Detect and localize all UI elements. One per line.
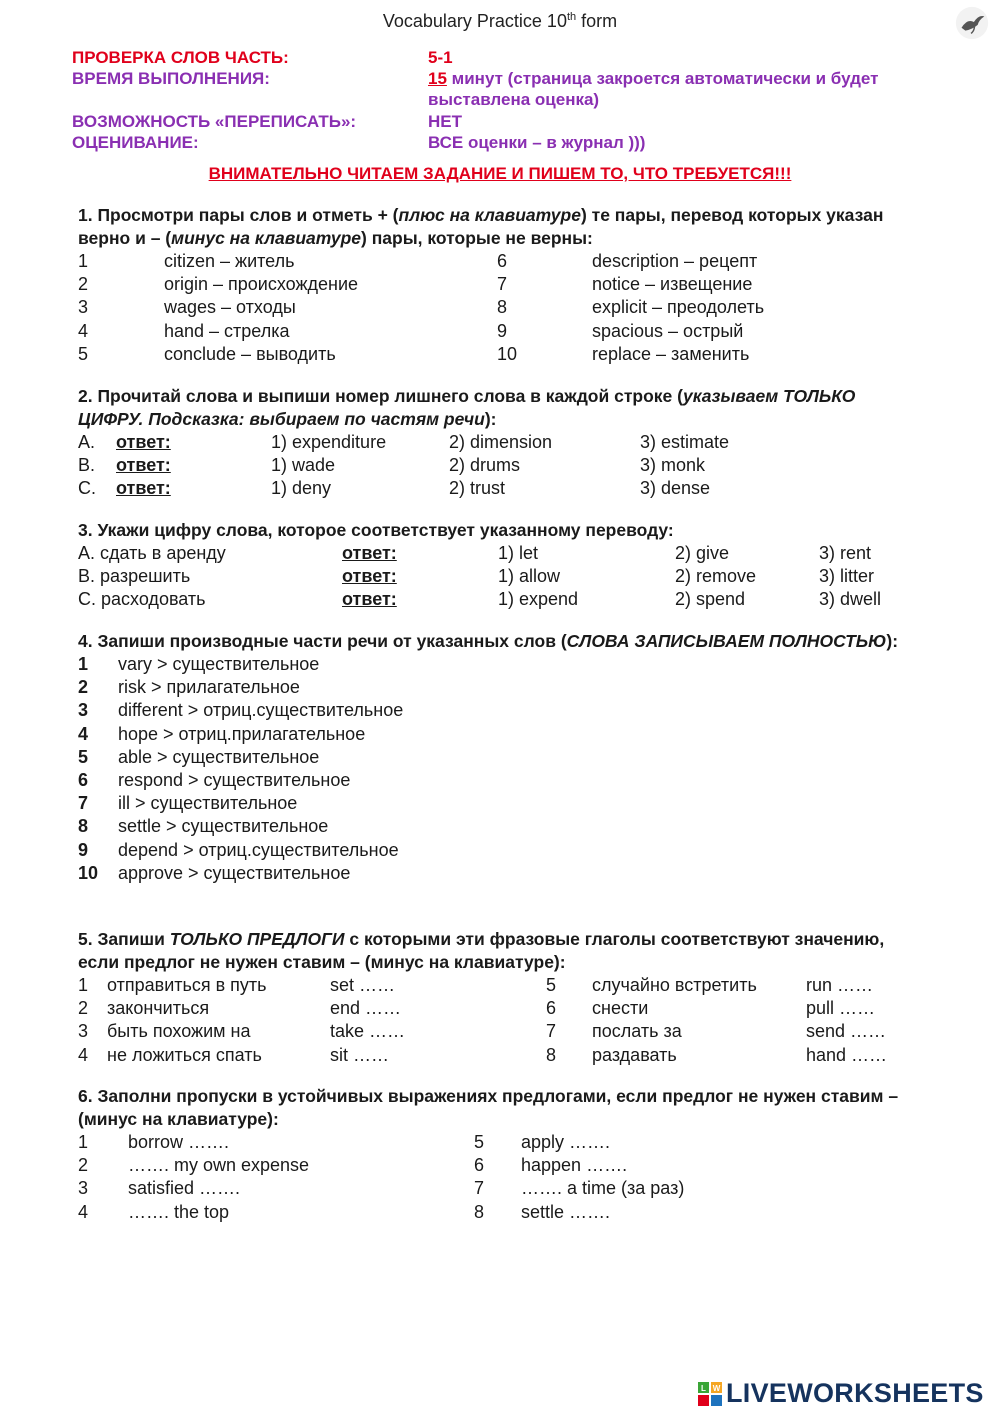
expression-row: 1 borrow ……. 5 apply ……. (78, 1132, 611, 1152)
time-minutes: 15 (428, 69, 447, 88)
phrasal-verb-row: 4 не ложиться спать sit …… 8 раздавать hand …… (78, 1044, 888, 1065)
section-4 (78, 630, 908, 885)
translation-row: B. разрешить ответ: 1) allow 2) remove 3) litter (78, 566, 875, 587)
rewrite-value: НЕТ (428, 112, 462, 131)
liveworksheets-logo-icon (698, 1382, 722, 1406)
grading-label: ОЦЕНИВАНИЕ: (72, 133, 199, 152)
section-6-instructions: 6. Заполни пропуски в устойчивых выражениях предлогами, если предлог не нужен ставим – (минус на клавиатуре): (78, 1086, 899, 1129)
pair-row: 4 hand – стрелка 9 spacious – острый (78, 320, 744, 341)
derivation-row: 9 depend > отриц.существительное (78, 839, 399, 860)
answer-field[interactable]: ответ: (342, 589, 397, 610)
brand-name: LIVEWORKSHEETS (726, 1378, 984, 1408)
odd-word-row: C. ответ: 1) deny 2) trust 3) dense (78, 478, 711, 499)
grading-value: ВСЕ оценки – в журнал ))) (428, 133, 646, 152)
section-2-instructions: 2. Прочитай слова и выпиши номер лишнего слова в каждой строке (указываем ТОЛЬКО ЦИФРУ. Подсказка: выбираем по частям речи): (78, 386, 856, 429)
check-label: ПРОВЕРКА СЛОВ ЧАСТЬ: (72, 48, 289, 67)
time-label: ВРЕМЯ ВЫПОЛНЕНИЯ: (72, 69, 270, 88)
answer-field[interactable]: ответ: (116, 455, 171, 476)
page-title (0, 11, 1000, 32)
section-6 (78, 1085, 908, 1224)
derivation-row: 10 approve > существительное (78, 862, 351, 883)
section-4-instructions: 4. Запиши производные части речи от указанных слов (СЛОВА ЗАПИСЫВАЕМ ПОЛНОСТЬЮ): (78, 631, 899, 651)
odd-word-row: A. ответ: 1) expenditure 2) dimension 3) estimate (78, 432, 730, 452)
title-text: Vocabulary Practice 10 (382, 11, 567, 31)
time-value (428, 68, 898, 110)
answer-field[interactable]: ответ: (116, 478, 171, 499)
logo-letter-l: L (701, 1383, 706, 1393)
expression-row: 2 ……. my own expense 6 happen ……. (78, 1155, 628, 1176)
rewrite-label: ВОЗМОЖНОСТЬ «ПЕРЕПИСАТЬ»: (72, 112, 357, 131)
section-2 (78, 385, 908, 501)
derivation-row: 1 vary > существительное (78, 654, 320, 674)
pair-row: 3 wages – отходы 8 explicit – преодолеть (78, 297, 765, 318)
bird-logo-icon (953, 4, 991, 42)
pair-row: 2 origin – происхождение 7 notice – извещение (78, 274, 753, 295)
section-5-instructions: 5. Запиши ТОЛЬКО ПРЕДЛОГИ с которыми эти фразовые глаголы соответствуют значению, если предлог не нужен ставим – (минус на клавиатуре): (78, 929, 885, 972)
derivation-row: 5 able > существительное (78, 746, 320, 767)
derivation-row: 6 respond > существительное (78, 769, 351, 790)
derivation-row: 8 settle > существительное (78, 816, 329, 837)
warning-banner: ВНИМАТЕЛЬНО ЧИТАЕМ ЗАДАНИЕ И ПИШЕМ ТО, ЧТО ТРЕБУЕТСЯ!!! (208, 164, 792, 183)
derivation-row: 2 risk > прилагательное (78, 677, 300, 698)
answer-field[interactable]: ответ: (116, 432, 171, 452)
check-value: 5-1 (428, 48, 453, 67)
odd-word-row: B. ответ: 1) wade 2) drums 3) monk (78, 455, 706, 476)
section-1-instructions: 1. Просмотри пары слов и отметь + (плюс на клавиатуре) те пары, перевод которых указан верно и – (минус на клавиатуре) пары, которые не верны: (78, 205, 884, 248)
title-tail: form (576, 11, 618, 31)
answer-field[interactable]: ответ: (342, 566, 397, 587)
expression-row: 4 ……. the top 8 settle ……. (78, 1201, 611, 1222)
title-superscript: th (566, 11, 577, 23)
phrasal-verb-row: 2 закончиться end …… 6 снести pull …… (78, 998, 876, 1019)
derivation-row: 4 hope > отриц.прилагательное (78, 723, 366, 744)
translation-row: A. сдать в аренду ответ: 1) let 2) give 3) rent (78, 543, 872, 563)
liveworksheets-brand[interactable] (698, 1378, 984, 1409)
section-5 (78, 928, 908, 1067)
pair-row: 1 citizen – житель 6 description – рецепт (78, 251, 758, 271)
expression-row: 3 satisfied ……. 7 ……. a time (за раз) (78, 1178, 685, 1199)
logo-letter-w: W (712, 1383, 721, 1393)
section-3-instructions: 3. Укажи цифру слова, которое соответствует указанному переводу: (78, 520, 674, 540)
phrasal-verb-row: 1 отправиться в путь set …… 5 случайно встретить run …… (78, 975, 874, 995)
section-3 (78, 519, 908, 612)
phrasal-verb-row: 3 быть похожим на take …… 7 послать за send …… (78, 1021, 887, 1042)
section-1 (78, 204, 908, 366)
time-note: минут (страница закроется автоматически и будет выставлена оценка) (428, 69, 879, 109)
answer-field[interactable]: ответ: (342, 543, 397, 563)
pair-row: 5 conclude – выводить 10 replace – заменить (78, 343, 750, 364)
translation-row: C. расходовать ответ: 1) expend 2) spend 3) dwell (78, 589, 882, 610)
derivation-row: 3 different > отриц.существительное (78, 700, 404, 721)
derivation-row: 7 ill > существительное (78, 793, 298, 814)
